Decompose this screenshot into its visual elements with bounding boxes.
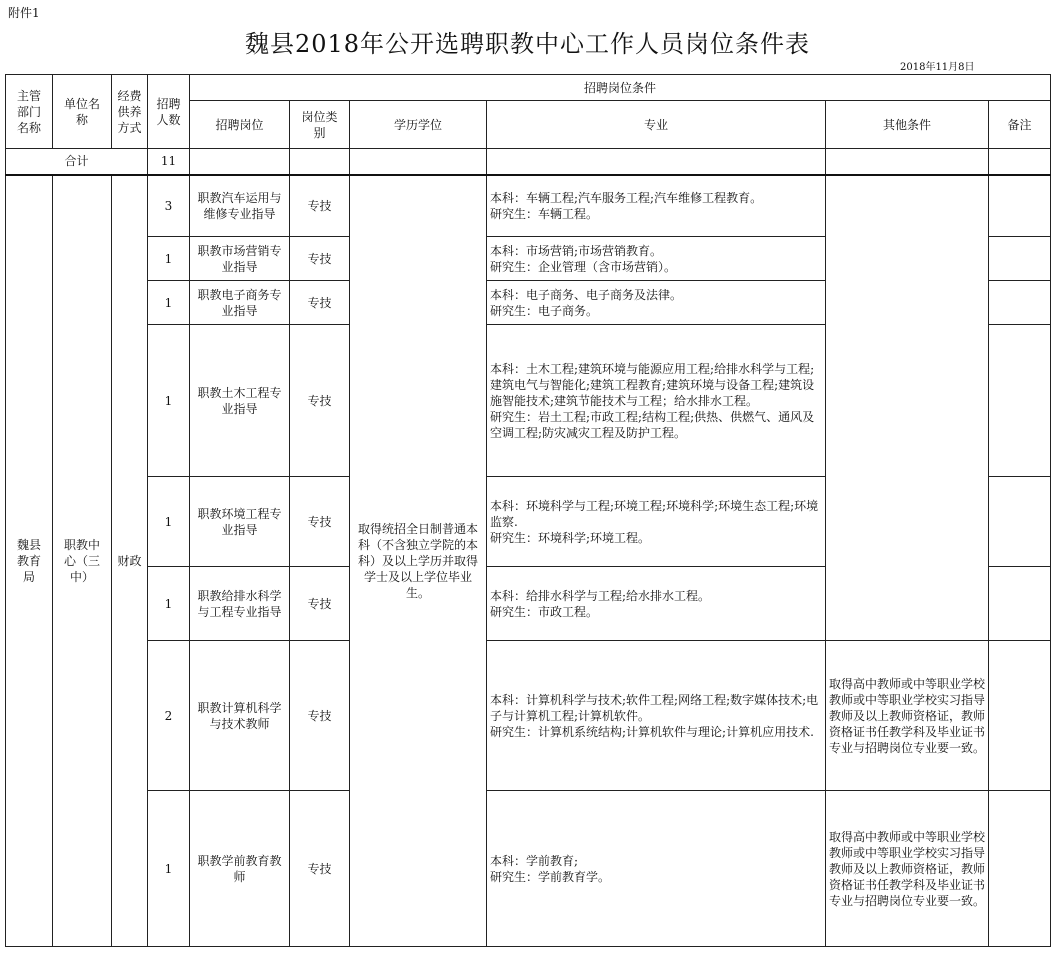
- header-education: 学历学位: [350, 101, 487, 149]
- row-position: 职教计算机科学与技术教师: [190, 641, 290, 791]
- row-major: 本科：土木工程;建筑环境与能源应用工程;给排水科学与工程;建筑电气与智能化;建筑工程教育;建筑环境与设备工程;建筑设施智能技术;建筑节能技术与工程；给水排水工程。 研究生：岩土工程;市政工程;结构工程;供热、供燃气、通风及空调工程;防灾减灾工程及防护工程。: [487, 325, 826, 477]
- row-position: 职教环境工程专业指导: [190, 477, 290, 567]
- header-unit: 单位名 称: [53, 75, 112, 149]
- total-empty: [487, 149, 826, 175]
- row-category: 专技: [290, 237, 350, 281]
- row-category: 专技: [290, 281, 350, 325]
- header-funding: 经费 供养 方式: [112, 75, 148, 149]
- row-position: 职教市场营销专业指导: [190, 237, 290, 281]
- row-count: 1: [148, 237, 190, 281]
- row-remarks: [989, 567, 1051, 641]
- table-row: [6, 641, 1051, 791]
- total-empty: [989, 149, 1051, 175]
- row-category: 专技: [290, 791, 350, 947]
- unit-name: 职教中 心（三 中）: [53, 175, 112, 947]
- header-category: 岗位类 别: [290, 101, 350, 149]
- row-count: 1: [148, 281, 190, 325]
- row-count: 1: [148, 325, 190, 477]
- row-position: 职教给排水科学与工程专业指导: [190, 567, 290, 641]
- education-requirement: 取得统招全日制普通本科（不含独立学院的本科）及以上学历并取得学士及以上学位毕业生。: [350, 175, 487, 947]
- dept-name: 魏县 教育 局: [6, 175, 53, 947]
- row-count: 1: [148, 477, 190, 567]
- row-count: 1: [148, 791, 190, 947]
- row-remarks: [989, 477, 1051, 567]
- document-date: 2018年11月8日: [900, 62, 975, 73]
- row-count: 3: [148, 175, 190, 237]
- row-major: 本科：市场营销;市场营销教育。 研究生：企业管理（含市场营销）。: [487, 237, 826, 281]
- funding-type: 财政: [112, 175, 148, 947]
- row-position: 职教汽车运用与维修专业指导: [190, 175, 290, 237]
- row-remarks: [989, 237, 1051, 281]
- row-remarks: [989, 641, 1051, 791]
- row-major: 本科：给排水科学与工程;给水排水工程。 研究生：市政工程。: [487, 567, 826, 641]
- row-major: 本科：环境科学与工程;环境工程;环境科学;环境生态工程;环境监察. 研究生：环境科学;环境工程。: [487, 477, 826, 567]
- row-category: 专技: [290, 175, 350, 237]
- row-position: 职教土木工程专业指导: [190, 325, 290, 477]
- page-title: 魏县2018年公开选聘职教中心工作人员岗位条件表: [244, 30, 811, 58]
- row-count: 2: [148, 641, 190, 791]
- row-major: 本科：学前教育; 研究生：学前教育学。: [487, 791, 826, 947]
- row-major: 本科：车辆工程;汽车服务工程;汽车维修工程教育。 研究生：车辆工程。: [487, 175, 826, 237]
- total-empty: [290, 149, 350, 175]
- position-conditions-table: [5, 74, 1051, 947]
- row-category: 专技: [290, 325, 350, 477]
- row-category: 专技: [290, 567, 350, 641]
- total-empty: [350, 149, 487, 175]
- row-remarks: [989, 791, 1051, 947]
- header-dept: 主管 部门 名称: [6, 75, 53, 149]
- header-major: 专业: [487, 101, 826, 149]
- row-position: 职教学前教育教师: [190, 791, 290, 947]
- row-other: [826, 175, 989, 641]
- row-other: 取得高中教师或中等职业学校教师或中等职业学校实习指导教师及以上教师资格证，教师资格证书任教学科及毕业证书专业与招聘岗位专业要一致。: [826, 641, 989, 791]
- row-major: 本科：电子商务、电子商务及法律。 研究生：电子商务。: [487, 281, 826, 325]
- row-count: 1: [148, 567, 190, 641]
- attachment-label: 附件1: [8, 6, 40, 20]
- row-other: 取得高中教师或中等职业学校教师或中等职业学校实习指导教师及以上教师资格证，教师资格证书任教学科及毕业证书专业与招聘岗位专业要一致。: [826, 791, 989, 947]
- row-category: 专技: [290, 477, 350, 567]
- table-row: [6, 175, 1051, 237]
- row-remarks: [989, 175, 1051, 237]
- row-major: 本科：计算机科学与技术;软件工程;网络工程;数字媒体技术;电子与计算机工程;计算机软件。 研究生：计算机系统结构;计算机软件与理论;计算机应用技术.: [487, 641, 826, 791]
- total-label: 合计: [6, 149, 148, 175]
- total-count: 11: [148, 149, 190, 175]
- header-count: 招聘 人数: [148, 75, 190, 149]
- header-other: 其他条件: [826, 101, 989, 149]
- row-remarks: [989, 325, 1051, 477]
- table-row: [6, 791, 1051, 947]
- total-empty: [190, 149, 290, 175]
- total-empty: [826, 149, 989, 175]
- row-position: 职教电子商务专业指导: [190, 281, 290, 325]
- header-remarks: 备注: [989, 101, 1051, 149]
- row-remarks: [989, 281, 1051, 325]
- header-position: 招聘岗位: [190, 101, 290, 149]
- header-conditions: 招聘岗位条件: [190, 75, 1051, 101]
- row-category: 专技: [290, 641, 350, 791]
